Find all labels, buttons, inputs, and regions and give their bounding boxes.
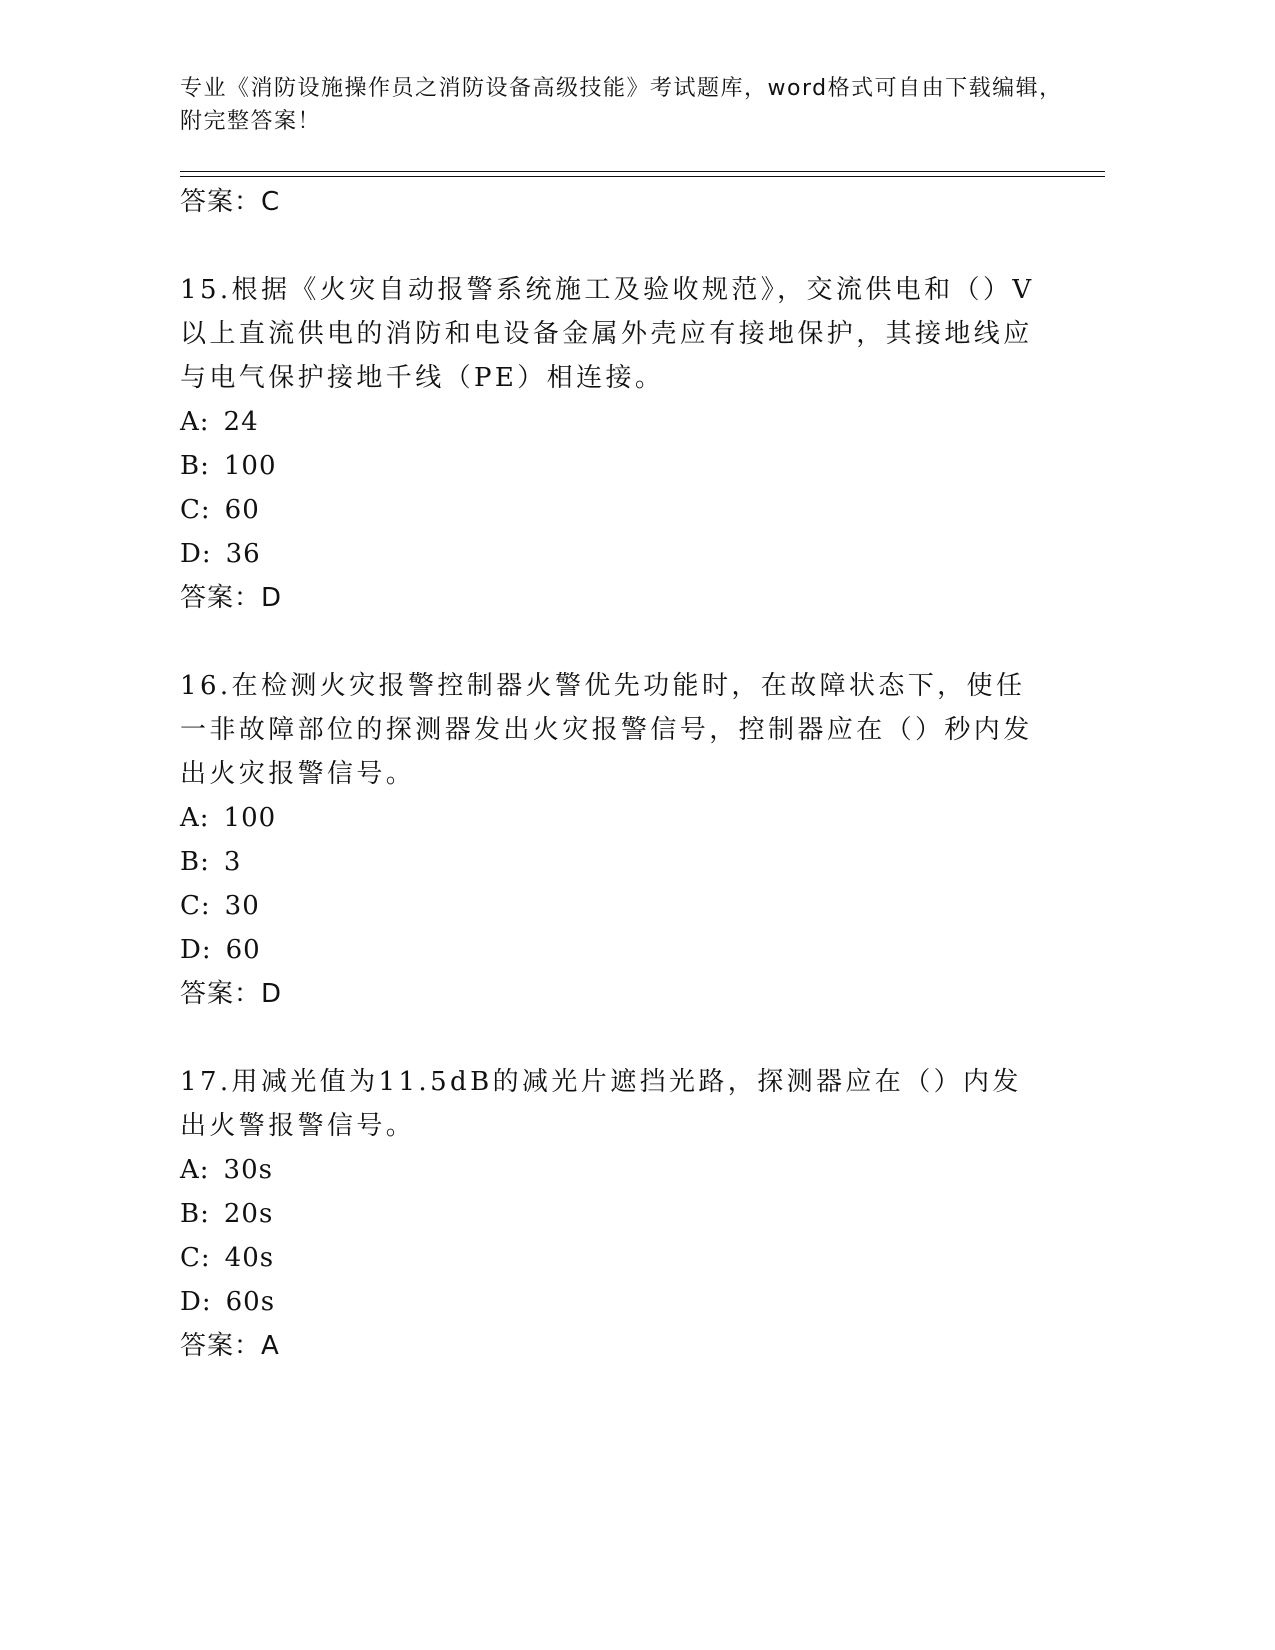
answer-value: A [261, 1331, 280, 1361]
answer-value: D [261, 583, 283, 613]
answer-label: 答案： [180, 187, 262, 217]
option-key: B: [180, 847, 210, 877]
answer-label: 答案： [180, 979, 262, 1009]
option-value: 40s [224, 1243, 275, 1273]
option-a [180, 796, 1040, 840]
option-c [180, 488, 1040, 532]
option-key: A: [180, 407, 210, 437]
answer-value: C [261, 187, 281, 217]
answer-line [180, 180, 1040, 224]
option-value: 60 [224, 495, 260, 525]
option-d [180, 532, 1040, 576]
option-key: D: [180, 539, 212, 569]
answer-line [180, 576, 1040, 620]
option-key: C: [180, 891, 211, 921]
option-key: C: [180, 1243, 211, 1273]
question-text: 15.根据《火灾自动报警系统施工及验收规范》，交流供电和（）V以上直流供电的消防和电设备金属外壳应有接地保护，其接地线应与电气保护接地千线（PE）相连接。 [180, 275, 1035, 393]
option-key: C: [180, 495, 211, 525]
answer-value: D [261, 979, 283, 1009]
header-rule-bottom [180, 176, 1105, 177]
option-c [180, 1236, 1040, 1280]
answer-label: 答案： [180, 1331, 262, 1361]
option-key: A: [180, 1155, 210, 1185]
option-key: B: [180, 1199, 210, 1229]
option-value: 24 [223, 407, 259, 437]
answer-line [180, 972, 1040, 1016]
option-b [180, 444, 1040, 488]
answer-line [180, 1324, 1040, 1368]
question-text: 16.在检测火灾报警控制器火警优先功能时，在故障状态下，使任一非故障部位的探测器发出火灾报警信号，控制器应在（）秒内发出火灾报警信号。 [180, 671, 1033, 789]
question-text: 17.用减光值为11.5dB的减光片遮挡光路，探测器应在（）内发出火警报警信号。 [180, 1067, 1022, 1141]
option-c [180, 884, 1040, 928]
question-block [180, 268, 1040, 620]
answer-label: 答案： [180, 583, 262, 613]
question-list [180, 180, 1040, 1368]
option-key: A: [180, 803, 210, 833]
option-value: 100 [223, 803, 277, 833]
option-value: 3 [223, 847, 242, 877]
option-value: 30 [224, 891, 260, 921]
question-block [180, 664, 1040, 1016]
option-d [180, 1280, 1040, 1324]
option-value: 60s [225, 1287, 276, 1317]
option-value: 20s [223, 1199, 274, 1229]
option-value: 30s [223, 1155, 273, 1185]
option-b [180, 840, 1040, 884]
question-block [180, 1060, 1040, 1368]
option-key: D: [180, 935, 212, 965]
option-a [180, 400, 1040, 444]
option-value: 36 [225, 539, 261, 569]
option-value: 100 [223, 451, 277, 481]
option-a [180, 1148, 1040, 1192]
option-key: B: [180, 451, 210, 481]
option-b [180, 1192, 1040, 1236]
document-header: 专业《消防设施操作员之消防设备高级技能》考试题库，word格式可自由下载编辑，附完整答案！ [180, 76, 1063, 134]
option-key: D: [180, 1287, 212, 1317]
option-d [180, 928, 1040, 972]
option-value: 60 [225, 935, 261, 965]
header-rule-top [180, 171, 1105, 172]
